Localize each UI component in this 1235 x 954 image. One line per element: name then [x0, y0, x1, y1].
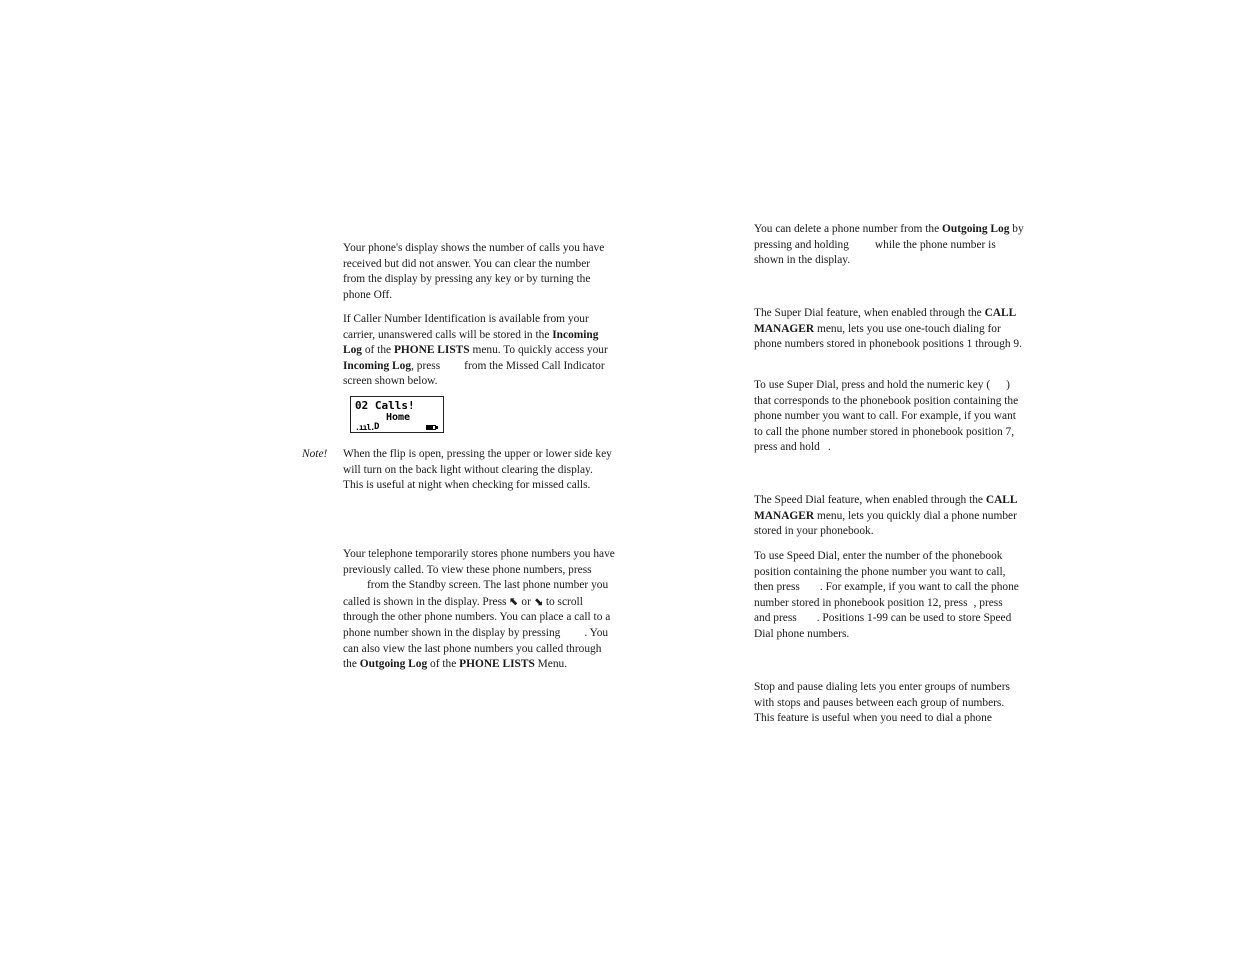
text-run: The Super Dial feature, when enabled through the [754, 307, 985, 319]
scroll-down-arrow-icon: ⬊ [533, 594, 543, 608]
text-run: Menu. [534, 658, 568, 671]
note-label: Note! [302, 448, 328, 460]
outgoing-log-term: Outgoing Log [359, 658, 428, 671]
text-run: from the Missed Call Indicator screen shown below. [343, 359, 605, 388]
incoming-log-term: Incoming Log [343, 359, 412, 372]
scroll-up-arrow-icon: ⬉ [509, 594, 519, 608]
text-run: to scroll through the other phone numbers. You can place a call to a phone number shown in the display by pressing [343, 595, 611, 639]
digital-mode-indicator: D [374, 422, 380, 432]
text-run: Your telephone temporarily stores phone numbers you have previously called. To view these phone numbers, press [343, 548, 615, 576]
phone-lists-term: PHONE LISTS [393, 344, 470, 357]
text-run: of the [427, 658, 460, 671]
missed-calls-paragraph-1 [343, 241, 615, 303]
display-home-label: Home [386, 412, 411, 423]
text-run: . [827, 441, 831, 454]
delete-number-paragraph [754, 222, 1024, 269]
text-run: . You can also view the last phone numbers you called through the [343, 626, 609, 671]
incoming-log-term: Incoming Log [343, 328, 599, 357]
text-run: If Caller Number Identification is available from your carrier, unanswered calls will be stored in the [343, 313, 589, 341]
text-run: , press [411, 359, 441, 372]
text-run: . For example, if you want to call the phone number stored in phonebook position 12, press [754, 581, 1019, 609]
text-run: and press [754, 612, 797, 625]
missed-calls-paragraph-2 [343, 312, 615, 390]
text-run: menu, lets you use one-touch dialing for phone numbers stored in phonebook positions 1 through 9. [754, 322, 1022, 351]
signal-strength-icon: .ııl. [355, 423, 375, 432]
stop-pause-paragraph [754, 680, 1024, 727]
text-run: by pressing and holding [754, 223, 1024, 251]
text-run: menu. To quickly access your [469, 344, 608, 357]
note-text: When the flip is open, pressing the upper or lower side key will turn on the back light without clearing the display. This is useful at night when checking for missed calls. [343, 448, 612, 492]
text-run: . Positions 1-99 can be used to store Speed Dial phone numbers. [754, 612, 1012, 640]
text-run: menu, lets you quickly dial a phone number stored in your phonebook. [754, 509, 1017, 538]
speed-dial-paragraph-1 [754, 493, 1024, 540]
stop-pause-text: Stop and pause dialing lets you enter groups of numbers with stops and pauses between each group of numbers. This feature is useful when you need to dial a phone [754, 681, 1010, 725]
text-run: You can delete a phone number from the [754, 223, 943, 235]
text-run: or [521, 595, 531, 608]
text-run: , press [973, 596, 1003, 609]
text-run: To use Speed Dial, enter the number of the phonebook position containing the phone number you want to call, then press [754, 550, 1006, 594]
text-run: ) that corresponds to the phonebook position containing the phone number you want to call. For example, if you want to call the phone number stored in phonebook position 7, press and hold [754, 379, 1019, 454]
text-run: from the Standby screen. The last phone number you called is shown in the display. Press [343, 579, 609, 608]
text-run: To use Super Dial, press and hold the numeric key ( [754, 379, 991, 391]
note-paragraph [343, 447, 615, 494]
super-dial-paragraph-2 [754, 378, 1024, 456]
super-dial-paragraph-1 [754, 306, 1024, 353]
battery-icon [426, 425, 436, 430]
battery-tip [436, 426, 438, 429]
display-call-count: 02 Calls! [355, 399, 415, 412]
missed-call-display-screen [350, 396, 444, 433]
text-run: The Speed Dial feature, when enabled through the [754, 494, 986, 506]
text-run: of the [362, 344, 394, 357]
outgoing-log-term: Outgoing Log [942, 223, 1010, 235]
call-manager-term: CALL MANAGER [754, 307, 1016, 335]
text-run: while the phone number is shown in the display. [754, 238, 996, 267]
call-manager-term: CALL MANAGER [754, 494, 1017, 522]
missed-calls-text-1: Your phone's display shows the number of calls you have received but did not answer. You can clear the number from the display by pressing any key or by turning the phone Off. [343, 242, 605, 301]
speed-dial-paragraph-2 [754, 549, 1024, 643]
phone-lists-term: PHONE LISTS [459, 658, 535, 671]
last-number-paragraph [343, 547, 615, 673]
